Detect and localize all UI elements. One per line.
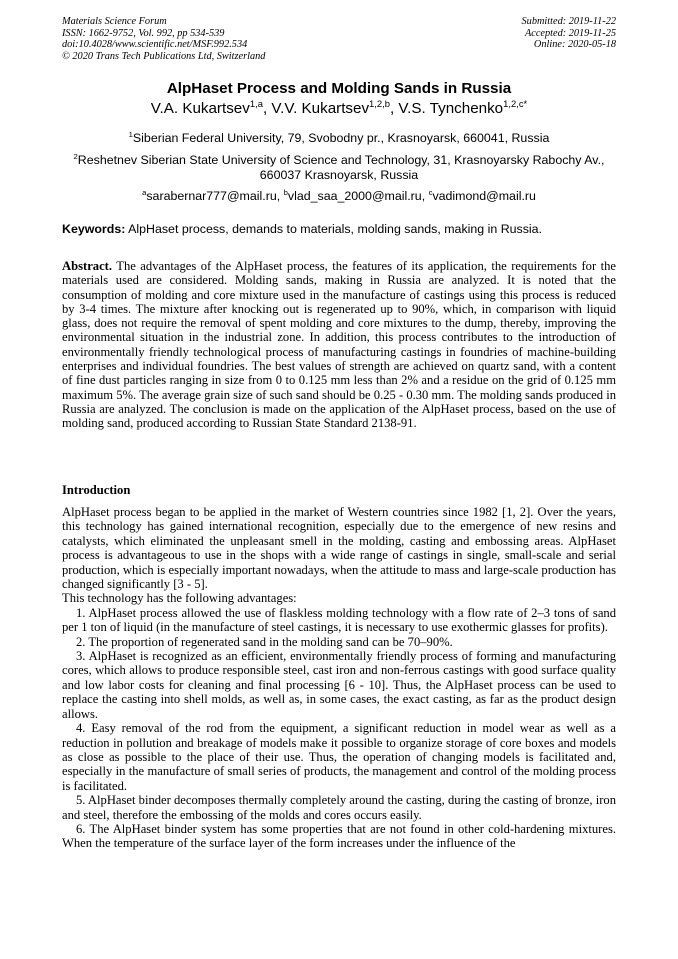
email-list — [62, 189, 616, 204]
paper-title: AlpHaset Process and Molding Sands in Russia — [166, 80, 512, 97]
list-item: 6. The AlpHaset binder system has some properties that are not found in other cold-hardening mixtures. When the temperature of the surface layer of the form increases under the influence of the — [62, 821, 616, 851]
accepted-date: Accepted: 2019-11-25 — [524, 27, 616, 39]
keywords-text: AlpHaset process, demands to materials, molding sands, making in Russia. — [125, 222, 543, 236]
email: $^a$sarabernar777@mail.ru, — [142, 187, 284, 203]
copyright: © 2020 Trans Tech Publications Ltd, Switzerland — [62, 50, 266, 62]
email: $^b$vlad_saa_2000@mail.ru, — [283, 187, 429, 203]
affiliation-2: $^2$Reshetnev Siberian State University of Science and Technology, 31, Krasnoyarsky Rabochy Av., 660037 Krasnoyarsk, Russia — [73, 151, 605, 182]
introduction-body — [62, 505, 616, 851]
dates-info — [522, 16, 616, 51]
paragraph: AlpHaset process began to be applied in the market of Western countries since 1982 [1, 2]. Over the years, this technology has gained international recognition, especially due to the emergence of new resins and catalysts, which eliminated the unpleasant smell in the molding, casting and embossing areas. AlpHaset process is advantageous to use in the shops with a wide range of castings in single, small-scale and serial production, which is especially important nowadays, when the attitude to mass and large-scale production has changed significantly [3 - 5]. — [62, 505, 616, 592]
abstract — [62, 259, 616, 431]
email: $^c$vadimond@mail.ru — [428, 187, 536, 203]
list-item: 1. AlpHaset process allowed the use of flaskless molding technology with a flow rate of 2–3 tons of sand per 1 ton of liquid (in the manufacture of steel castings, it is necessary to use exothermic glasses for profits). — [62, 605, 616, 635]
introduction-heading: Introduction — [62, 483, 131, 497]
author: V.S. Tynchenko$^{1,2,c*}$ — [398, 97, 528, 117]
keywords-label: Keywords: — [62, 222, 126, 236]
issn: ISSN: 1662-9752, Vol. 992, pp 534-539 — [62, 27, 225, 39]
paragraph: This technology has the following advantages: — [62, 591, 297, 606]
list-item: 4. Easy removal of the rod from the equipment, a significant reduction in model wear as well as a reduction in pollution and breakage of models make it possible to organize storage of core boxes and models as close as possible to the place of their use. Thus, the operation of changing models is facilitated and, especially in the manufacture of small series of products, the management and control of the molding process is facilitated. — [62, 721, 616, 793]
affiliation-1: $^1$Siberian Federal University, 79, Svobodny pr., Krasnoyarsk, 660041, Russia — [128, 129, 550, 145]
author-list — [0, 97, 678, 117]
submitted-date: Submitted: 2019-11-22 — [521, 16, 616, 27]
online-date: Online: 2020-05-18 — [533, 39, 616, 51]
journal-info — [62, 16, 265, 62]
author: V.V. Kukartsev$^{1,2,b}$, — [271, 97, 399, 117]
journal-name: Materials Science Forum — [62, 16, 167, 27]
keywords — [62, 222, 616, 237]
list-item: 2. The proportion of regenerated sand in the molding sand can be 70–90%. — [76, 634, 453, 649]
author: V.A. Kukartsev$^{1,a}$, — [150, 97, 272, 117]
doi: doi:10.4028/www.scientific.net/MSF.992.534 — [62, 39, 248, 51]
list-item: 5. AlpHaset binder decomposes thermally completely around the casting, during the casting of bronze, iron and steel, therefore the embossing of the molds and cores occurs easily. — [62, 793, 616, 822]
list-item: 3. AlpHaset is recognized as an efficient, environmentally friendly process of forming and manufacturing cores, which allows to produce responsible steel, cast iron and non-ferrous castings with good surface quality and low labor costs for cleaning and final processing [6 - 10]. Thus, the AlpHaset process can be used to replace the casting into shell molds, as well as, in some cases, the exact casting, as far as the product design allows. — [62, 649, 616, 721]
abstract-label: Abstract. — [62, 259, 113, 273]
abstract-text: The advantages of the AlpHaset process, the features of its application, the requirements for the materials used are considered. Molding sands, making in Russia are analyzed. It is noted that the consumption of molding and core mixture used in the manufacture of castings using this process is reduced by 3-4 times. The mixture after knocking out is regenerated up to 90%, which, in comparison with liquid glass, does not require the removal of spent molding and core mixtures to the dump, thereby, improving the environmental situation in the industrial zone. In addition, this process contributes to the introduction of environmentally friendly technological process of manufacturing castings in foundries of machine-building enterprises and individual foundries. The best values of strength are achieved on quartz sand, with a content of fine dust particles ranging in size from 0 to 0.125 mm less than 2% and a residue on the grid of 0.125 mm maximum 5%. The average grain size of such sand should be 0.25 - 0.30 mm. The molding sands produced in Russia are analyzed. The conclusion is made on the application of the AlpHaset process, based on the use of molding sand, produced according to Russian State Standard 2138-91. — [62, 259, 616, 431]
